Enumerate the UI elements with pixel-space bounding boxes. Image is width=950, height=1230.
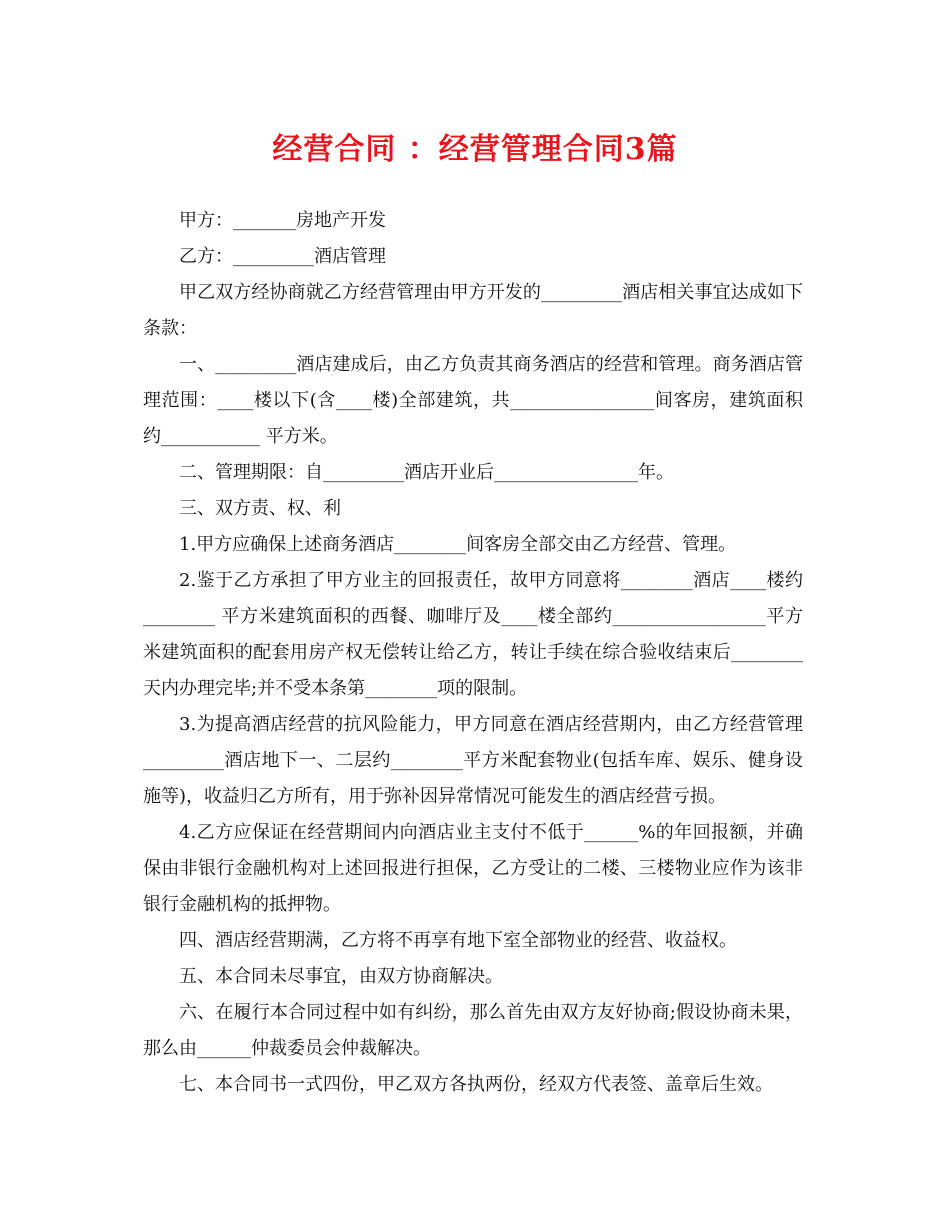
clause-7-paragraph: 七、本合同书一式四份，甲乙双方各执两份，经双方代表签、盖章后生效。	[179, 1074, 773, 1095]
clause-6-paragraph: 六、在履行本合同过程中如有纠纷，那么首先由双方友好协商;假设协商未果，那么由______仲裁委员会仲裁解决。	[143, 1002, 803, 1059]
document-title: 经营合同 ：经营管理合同3篇	[272, 132, 678, 167]
clause-3-item-2: 2.鉴于乙方承担了甲方业主的回报责任，故甲方同意将________酒店____楼约________ 平方米建筑面积的西餐、咖啡厅及____楼全部约_________________平方米建筑面积的配套用房产权无偿转让给乙方，转让手续在综合验收结束后________天内办理完毕;并不受本条第________项的限制。	[143, 570, 803, 699]
clause-1-paragraph: 一、_________酒店建成后，由乙方负责其商务酒店的经营和管理。商务酒店管理范围：____楼以下(含____楼)全部建筑，共________________间客房，建筑面积约___________ 平方米。	[143, 354, 803, 447]
clause-2-paragraph: 二、管理期限：自_________酒店开业后________________年。	[179, 462, 674, 483]
preamble-paragraph: 甲乙双方经协商就乙方经营管理由甲方开发的_________酒店相关事宜达成如下条款：	[143, 282, 803, 339]
clause-4-paragraph: 四、酒店经营期满，乙方将不再享有地下室全部物业的经营、收益权。	[179, 930, 737, 951]
clause-3-heading: 三、双方责、权、利	[179, 498, 341, 519]
party-a-line: 甲方：_______房地产开发	[179, 210, 386, 231]
party-b-line: 乙方：_________酒店管理	[179, 246, 386, 267]
clause-3-item-1: 1.甲方应确保上述商务酒店________间客房全部交由乙方经营、管理。	[179, 534, 737, 555]
clause-5-paragraph: 五、本合同未尽事宜，由双方协商解决。	[179, 966, 503, 987]
document-body	[143, 203, 803, 1103]
clause-3-item-3: 3.为提高酒店经营的抗风险能力，甲方同意在酒店经营期内，由乙方经营管理_________酒店地下一、二层约________平方米配套物业(包括车库、娱乐、健身设施等)，收益归乙方所有，用于弥补因异常情况可能发生的酒店经营亏损。	[143, 714, 803, 807]
clause-3-item-4: 4.乙方应保证在经营期间内向酒店业主支付不低于______%的年回报额，并确保由非银行金融机构对上述回报进行担保，乙方受让的二楼、三楼物业应作为该非银行金融机构的抵押物。	[143, 822, 803, 915]
